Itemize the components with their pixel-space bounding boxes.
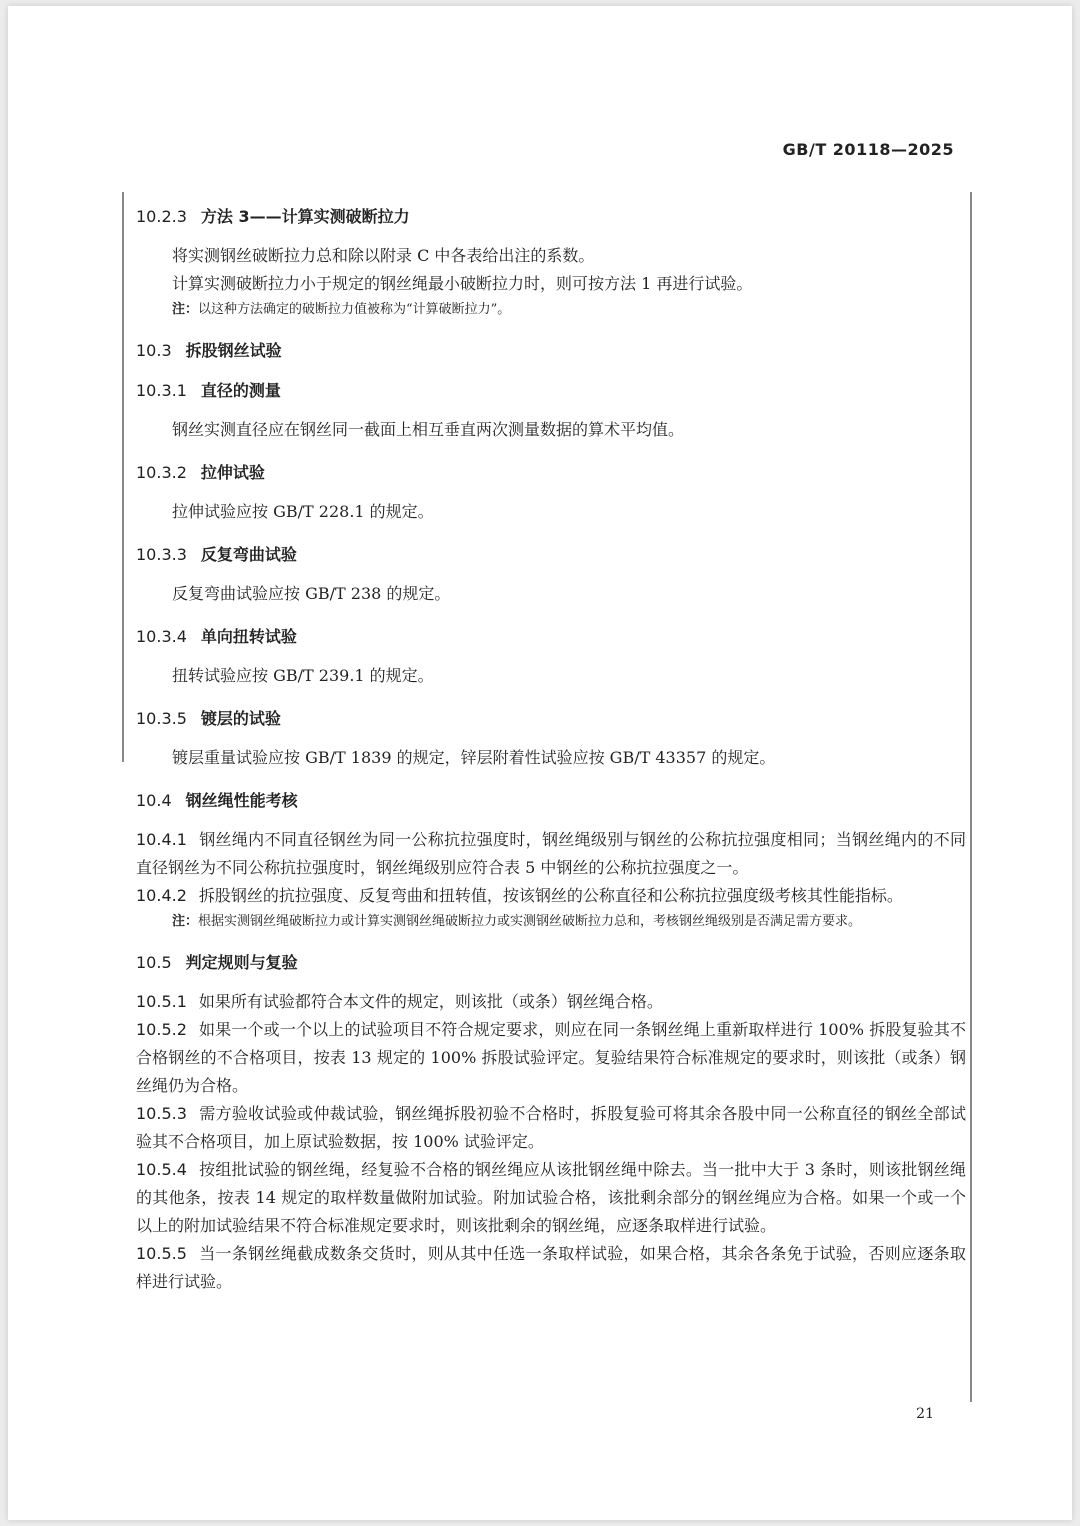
clause-number: 10.5.3 xyxy=(136,1104,187,1123)
note-label: 注： xyxy=(172,302,199,317)
document-page xyxy=(8,6,1072,1520)
clause-text: 如果所有试验都符合本文件的规定，则该批（或条）钢丝绳合格。 xyxy=(198,992,663,1011)
clause-title: 直径的测量 xyxy=(200,381,281,400)
clause-number: 10.3.2 xyxy=(136,463,187,482)
clause-title: 镀层的试验 xyxy=(200,709,281,728)
clause-number: 10.5 xyxy=(136,953,172,972)
clause-text: 当一条钢丝绳截成数条交货时，则从其中任选一条取样试验，如果合格，其余各条免于试验，否则应逐条取样进行试验。 xyxy=(136,1244,966,1291)
clause-title: 判定规则与复验 xyxy=(185,953,298,972)
heading-10-2-3 xyxy=(136,202,966,232)
clause-10-4-1 xyxy=(136,826,966,882)
clause-number: 10.4.1 xyxy=(136,830,187,849)
clause-title: 钢丝绳性能考核 xyxy=(185,791,298,810)
heading-10-3-4 xyxy=(136,622,966,652)
clause-text: 需方验收试验或仲裁试验，钢丝绳拆股初验不合格时，拆股复验可将其余各股中同一公称直径的钢丝全部试验其不合格项目，加上原试验数据，按 100% 试验评定。 xyxy=(136,1104,966,1151)
clause-number: 10.3 xyxy=(136,341,172,360)
clause-number: 10.3.1 xyxy=(136,381,187,400)
clause-text: 拆股钢丝的抗拉强度、反复弯曲和扭转值，按该钢丝的公称直径和公称抗拉强度级考核其性能指标。 xyxy=(198,886,903,905)
change-bar-left xyxy=(122,192,124,762)
clause-number: 10.2.3 xyxy=(136,207,187,226)
clause-number: 10.3.5 xyxy=(136,709,187,728)
clause-10-4-2 xyxy=(136,882,966,910)
clause-title: 拉伸试验 xyxy=(200,463,265,482)
page-number: 21 xyxy=(916,1406,934,1422)
note-text: 以这种方法确定的破断拉力值被称为“计算破断拉力”。 xyxy=(198,302,511,317)
note xyxy=(136,298,966,322)
paragraph: 反复弯曲试验应按 GB/T 238 的规定。 xyxy=(172,584,451,603)
clause-number: 10.3.4 xyxy=(136,627,187,646)
paragraph: 计算实测破断拉力小于规定的钢丝绳最小破断拉力时，则可按方法 1 再进行试验。 xyxy=(172,274,753,293)
heading-10-3-3 xyxy=(136,540,966,570)
note xyxy=(136,910,966,934)
clause-number: 10.5.4 xyxy=(136,1160,187,1179)
clause-10-5-2 xyxy=(136,1016,966,1100)
clause-text: 如果一个或一个以上的试验项目不符合规定要求，则应在同一条钢丝绳上重新取样进行 100% 拆股复验其不合格钢丝的不合格项目，按表 13 规定的 100% 拆股试验评定。复验结果符合标准规定的要求时，则该批（或条）钢丝绳仍为合格。 xyxy=(136,1020,966,1095)
clause-number: 10.5.1 xyxy=(136,992,187,1011)
clause-title: 单向扭转试验 xyxy=(200,627,297,646)
heading-10-3-5 xyxy=(136,704,966,734)
clause-10-5-1 xyxy=(136,988,966,1016)
clause-number: 10.5.2 xyxy=(136,1020,187,1039)
clause-number: 10.4 xyxy=(136,791,172,810)
note-label: 注： xyxy=(172,914,199,929)
clause-number: 10.3.3 xyxy=(136,545,187,564)
heading-10-3 xyxy=(136,336,966,366)
body-content xyxy=(136,202,966,1296)
paragraph: 将实测钢丝破断拉力总和除以附录 C 中各表给出注的系数。 xyxy=(172,246,595,265)
paragraph: 钢丝实测直径应在钢丝同一截面上相互垂直两次测量数据的算术平均值。 xyxy=(172,420,685,439)
clause-title: 反复弯曲试验 xyxy=(200,545,297,564)
paragraph: 镀层重量试验应按 GB/T 1839 的规定，锌层附着性试验应按 GB/T 43357 的规定。 xyxy=(172,748,776,767)
clause-number: 10.5.5 xyxy=(136,1244,187,1263)
note-text: 根据实测钢丝绳破断拉力或计算实测钢丝绳破断拉力或实测钢丝破断拉力总和，考核钢丝绳级别是否满足需方要求。 xyxy=(198,914,862,929)
paragraph: 扭转试验应按 GB/T 239.1 的规定。 xyxy=(172,666,434,685)
clause-number: 10.4.2 xyxy=(136,886,187,905)
clause-10-5-5 xyxy=(136,1240,966,1296)
clause-text: 钢丝绳内不同直径钢丝为同一公称抗拉强度时，钢丝绳级别与钢丝的公称抗拉强度相同；当钢丝绳内的不同直径钢丝为不同公称抗拉强度时，钢丝绳级别应符合表 5 中钢丝的公称抗拉强度之一。 xyxy=(136,830,966,877)
change-bar-right xyxy=(970,192,972,1402)
heading-10-5 xyxy=(136,948,966,978)
standard-code: GB/T 20118—2025 xyxy=(782,140,954,159)
clause-10-5-3 xyxy=(136,1100,966,1156)
clause-title: 方法 3——计算实测破断拉力 xyxy=(200,207,410,226)
heading-10-3-2 xyxy=(136,458,966,488)
paragraph: 拉伸试验应按 GB/T 228.1 的规定。 xyxy=(172,502,434,521)
clause-text: 按组批试验的钢丝绳，经复验不合格的钢丝绳应从该批钢丝绳中除去。当一批中大于 3 条时，则该批钢丝绳的其他条，按表 14 规定的取样数量做附加试验。附加试验合格，该批剩余部分的钢丝绳应为合格。如果一个或一个以上的附加试验结果不符合标准规定要求时，则该批剩余的钢丝绳，应逐条取样进行试验。 xyxy=(136,1160,966,1235)
heading-10-3-1 xyxy=(136,376,966,406)
clause-10-5-4 xyxy=(136,1156,966,1240)
heading-10-4 xyxy=(136,786,966,816)
clause-title: 拆股钢丝试验 xyxy=(185,341,282,360)
